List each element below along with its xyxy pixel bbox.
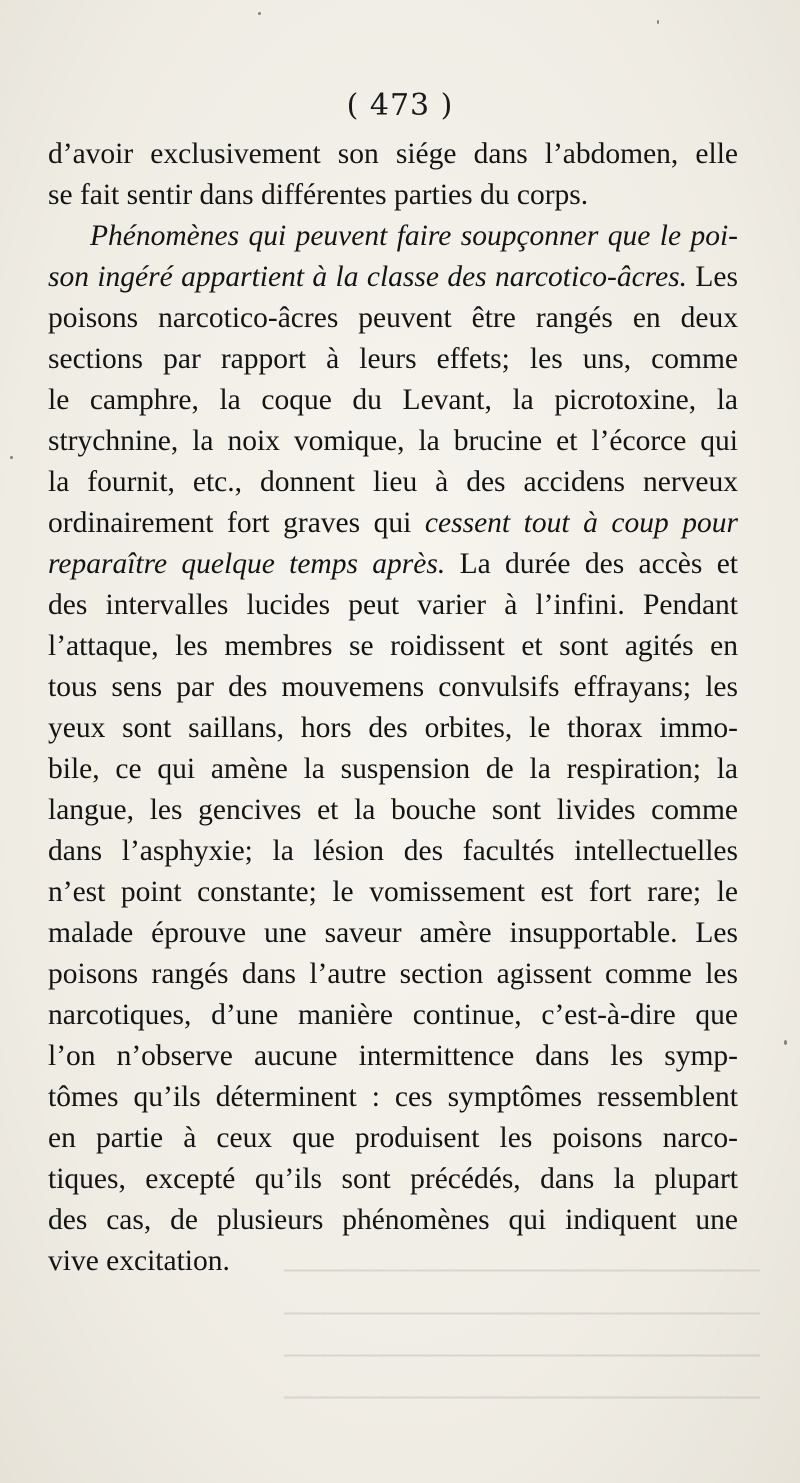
text-run: d’avoir exclusivement son siége dans l’abdomen, elle	[48, 138, 738, 170]
text-run: bile, ce qui amène la suspension de la respiration; la	[48, 753, 738, 785]
text-run: l’on n’observe aucune intermittence dans les symp-	[48, 1040, 738, 1072]
text-line	[48, 421, 738, 462]
text-run: poisons narcotico-âcres peuvent être rangés en deux	[48, 302, 738, 334]
text-line	[48, 380, 738, 421]
text-line	[48, 503, 738, 544]
text-run: Les	[687, 261, 738, 293]
text-line	[48, 257, 738, 298]
body-text	[48, 134, 738, 1282]
text-run: la fournit, etc., donnent lieu à des accidens nerveux	[48, 466, 738, 498]
text-line	[48, 749, 738, 790]
text-line	[48, 175, 738, 216]
italic-text-run: Phénomènes qui peuvent faire soupçonner que le poi-	[90, 220, 738, 252]
text-line	[48, 626, 738, 667]
text-line	[48, 1077, 738, 1118]
text-run: La durée des accès et	[445, 548, 739, 580]
italic-text-run: cessent tout à coup pour	[424, 507, 738, 539]
text-line	[48, 216, 738, 257]
italic-text-run: son ingéré appartient à la classe des narcotico-âcres.	[48, 261, 688, 293]
text-line	[48, 1036, 738, 1077]
text-line	[48, 1159, 738, 1200]
text-run: yeux sont saillans, hors des orbites, le thorax immo-	[48, 712, 738, 744]
text-run: strychnine, la noix vomique, la brucine et l’écorce qui	[48, 425, 738, 457]
text-line	[48, 790, 738, 831]
text-run: sections par rapport à leurs effets; les uns, comme	[48, 343, 738, 375]
text-run: poisons rangés dans l’autre section agissent comme les	[48, 958, 738, 990]
bleed-through-mark: ────────────────────────	[283, 1382, 760, 1413]
bleed-through-mark: ────────────────────────	[283, 1298, 760, 1329]
text-run: ordinairement fort graves qui	[48, 507, 425, 539]
print-speck	[657, 20, 659, 24]
text-line	[48, 831, 738, 872]
italic-text-run: reparaître quelque temps après.	[48, 548, 446, 580]
text-run: le camphre, la coque du Levant, la picrotoxine, la	[48, 384, 738, 416]
print-speck	[784, 1040, 787, 1045]
text-line	[48, 708, 738, 749]
text-line	[48, 913, 738, 954]
bleed-through-mark: ────────────────────────	[283, 1340, 760, 1371]
text-run: n’est point constante; le vomissement est fort rare; le	[48, 876, 738, 908]
text-line	[48, 1200, 738, 1241]
text-run: vive excitation.	[48, 1245, 230, 1277]
text-line	[48, 134, 738, 175]
bleed-through-mark: ────────────────────────	[283, 1255, 760, 1286]
print-speck	[10, 456, 13, 459]
text-line	[48, 462, 738, 503]
page-number: ( 473 )	[346, 88, 454, 123]
text-line	[48, 298, 738, 339]
text-line	[48, 1118, 738, 1159]
text-run: l’attaque, les membres se roidissent et sont agités en	[48, 630, 738, 662]
print-speck	[258, 12, 261, 15]
text-run: tous sens par des mouvemens convulsifs effrayans; les	[48, 671, 738, 703]
text-line	[48, 667, 738, 708]
text-line	[48, 585, 738, 626]
text-line	[48, 339, 738, 380]
text-run: langue, les gencives et la bouche sont livides comme	[48, 794, 738, 826]
text-run: tiques, excepté qu’ils sont précédés, dans la plupart	[48, 1163, 738, 1195]
text-run: narcotiques, d’une manière continue, c’est-à-dire que	[48, 999, 738, 1031]
text-line	[48, 872, 738, 913]
text-line	[48, 995, 738, 1036]
text-run: malade éprouve une saveur amère insupportable. Les	[48, 917, 738, 949]
text-run: des cas, de plusieurs phénomènes qui indiquent une	[48, 1204, 738, 1236]
text-run: tômes qu’ils déterminent : ces symptômes ressemblent	[48, 1081, 738, 1113]
text-run: en partie à ceux que produisent les poisons narco-	[48, 1122, 738, 1154]
text-line	[48, 954, 738, 995]
text-run: des intervalles lucides peut varier à l’infini. Pendant	[48, 589, 738, 621]
text-run: dans l’asphyxie; la lésion des facultés intellectuelles	[48, 835, 738, 867]
text-line	[48, 544, 738, 585]
text-line	[48, 1241, 738, 1282]
text-run: se fait sentir dans différentes parties du corps.	[48, 179, 589, 211]
